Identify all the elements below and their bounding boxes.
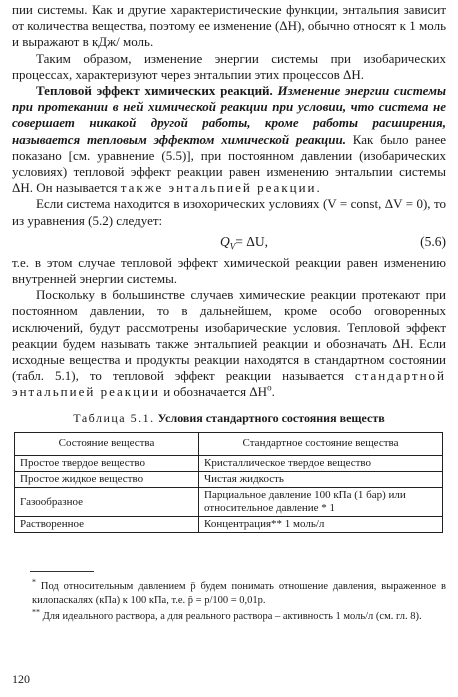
table-header-state: Состояние вещества [15,432,199,455]
table-title: Условия стандартного состояния веществ [157,410,385,425]
table-header-standard: Стандартное состояние вещества [199,432,443,455]
formula-lhs: Q [219,233,230,249]
period: . [316,180,320,196]
formula-subscript: V [229,241,236,252]
footnote-2 [12,607,446,624]
table-cell-standard: Концентрация** 1 моль/л [199,516,443,532]
isobaric-text: Поскольку в большинстве случаев химические реакции протекают при постоянном давлении, то в дальнейшем, кроме особо оговоренных исключений, будут рассмотрены изобарические условия. Тепловой эффект реакции будем называть также энтальпией реакции и обозначать ΔH. Если исходные вещества и продукты реакции находятся в стандартном состоянии (табл. 5.1), то тепловой эффект реакции называется [12,287,446,384]
table-row [15,516,443,532]
paragraph-isobaric [12,287,446,400]
table-row [15,487,443,516]
table-label: Таблица 5.1. [73,410,155,425]
section-heading: Тепловой эффект химических реакций. [36,83,273,99]
paragraph-intro: пии системы. Как и другие характеристические функции, энтальпия зависит от количества вещества, поэтому ее изменение (ΔH), обычно относят к 1 моль и выражают в кДж/ моль. [12,2,446,50]
formula-rhs: = ΔU, [235,233,269,249]
formula-number: (5.6) [420,233,446,249]
table-cell-standard: Кристаллическое твердое вещество [199,455,443,471]
definition-text: Изменение энергии системы при протекании в ней химической реакции при условии, что система не совершает никакой другой работы, кроме работы расширения, называется тепловым эффектом химической реакции. [12,83,447,147]
footnote-1 [12,577,447,608]
table-row [15,471,443,487]
footnote-divider [30,571,94,572]
paragraph-after-formula: т.е. в этом случае тепловой эффект химической реакции равен изменению внутренней энергии системы. [12,254,446,287]
period: . [271,384,275,400]
page-number: 120 [12,672,30,686]
standard-state-table [14,432,443,533]
footnote-text: Под относительным давлением p̄ будем понимать отношение давления, выраженное в килопаскалях (кПа) к 100 кПа, т.е. p̄ = p/100 = 0,01p. [32,580,447,606]
spaced-term-standard-enthalpy: стандартной энтальпией реакции [12,368,447,400]
standard-superscript: o [267,383,272,394]
isobaric-end: и обозначается ΔH [163,384,268,400]
table-cell-state: Растворенное [15,516,199,532]
table-cell-state: Простое твердое вещество [15,455,199,471]
paragraph-enthalpy-summary: Таким образом, изменение энергии системы при изобарических процессах, характеризуют через энтальпии этих процессов ΔH. [12,50,446,82]
footnote-mark: * [32,577,36,587]
table-cell-state: Газообразное [15,487,199,516]
footnote-text: Для идеального раствора, а для реального раствора – активность 1 моль/л (см. гл. 8). [42,610,422,622]
table-caption [12,411,446,426]
formula-expression [12,234,406,250]
table-cell-state: Простое жидкое вещество [15,471,199,487]
footnote-mark: ** [32,607,40,617]
paragraph-isochoric: Если система находится в изохорических условиях (V = const, ΔV = 0), то из уравнения (5.2) следует: [12,196,446,228]
paragraph-heat-effect [12,83,446,196]
formula-5-6 [12,229,446,255]
table-cell-standard: Чистая жидкость [199,471,443,487]
spaced-term-reaction-enthalpy: также энтальпией реакции [120,180,317,196]
table-cell-standard: Парциальное давление 100 кПа (1 бар) или относительное давление * 1 [199,487,443,516]
table-header-row [15,432,443,455]
definition-continuation: Как было ранее показано [см. уравнение (5.5)], при постоянном давлении (изобарических условиях) тепловой эффект реакции равен изменению энтальпии системы ΔH. Он называется [12,131,446,196]
table-row [15,455,443,471]
